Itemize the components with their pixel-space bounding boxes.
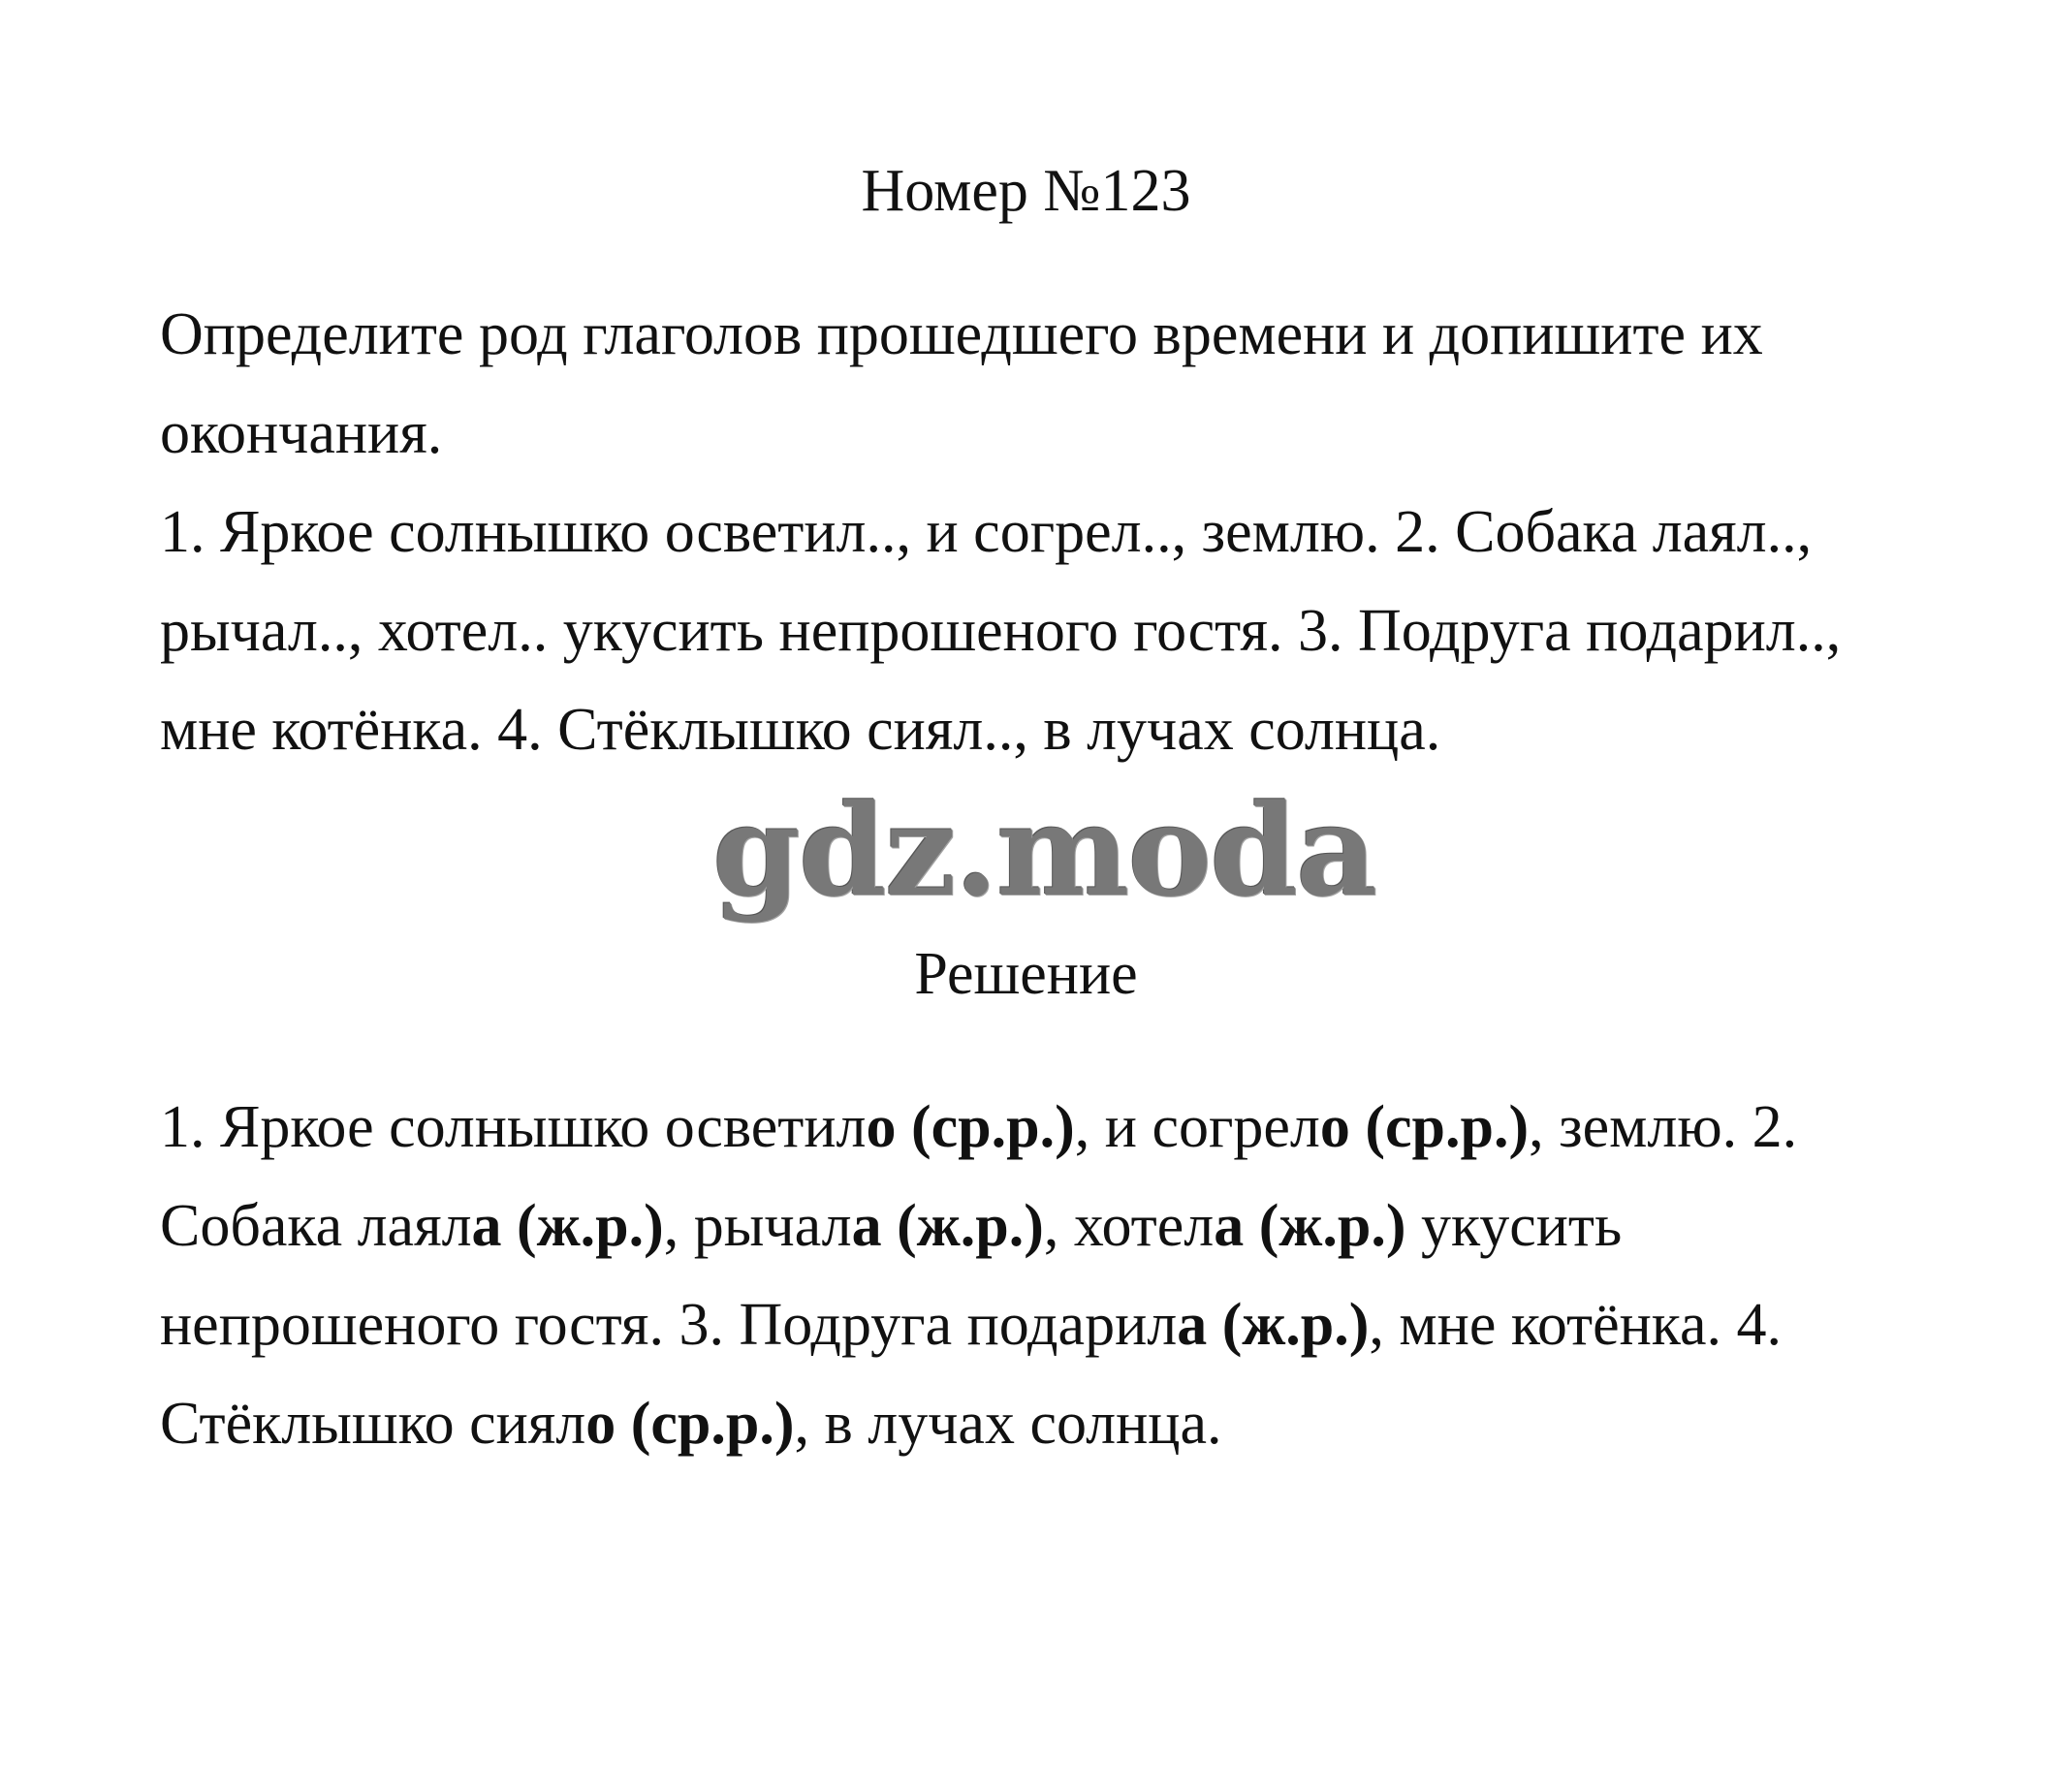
solution-answer-ending: а (ж.р.) [1214,1193,1406,1259]
page-title: Номер №123 [861,158,1191,224]
solution-text-segment: 1. Яркое солнышко осветил [160,1094,867,1160]
solution-title: Решение [914,941,1138,1007]
solution-text-segment: , и согрел [1074,1094,1320,1160]
solution-answer-ending: о (ср.р.) [1319,1094,1530,1160]
task-block [160,285,1924,779]
task-instruction: Определите род глаголов прошедшего времени и допишите их окончания. [160,301,1763,466]
solution-text-segment: , мне котёнка. 4. Стёклышко сиял [160,1292,1783,1457]
watermark-logo: gdz.moda [712,776,1376,925]
solution-answer-ending: о (ср.р.) [585,1391,795,1457]
solution-text-segment: , хотел [1043,1193,1215,1259]
solution-text-segment: , рычал [663,1193,852,1259]
solution-text-segment: , землю. 2. Собака лаял [160,1094,1798,1259]
solution-text-segment: , в лучах солнца. [794,1391,1222,1457]
solution-text-segment: укусить непрошеного гостя. 3. Подруга подарил [160,1193,1623,1358]
task-sentences: 1. Яркое солнышко осветил.., и согрел.., землю. 2. Собака лаял.., рычал.., хотел.. укусить непрошеного гостя. 3. Подруга подарил.., мне котёнка. 4. Стёклышко сиял.., в лучах солнца. [160,499,1842,763]
solution-answer-ending: а (ж.р.) [471,1193,664,1259]
solution-text [160,1078,1905,1473]
solution-answer-ending: а (ж.р.) [851,1193,1044,1259]
solution-answer-ending: о (ср.р.) [866,1094,1075,1160]
solution-block [160,1078,1905,1473]
solution-answer-ending: а (ж.р.) [1177,1292,1370,1358]
